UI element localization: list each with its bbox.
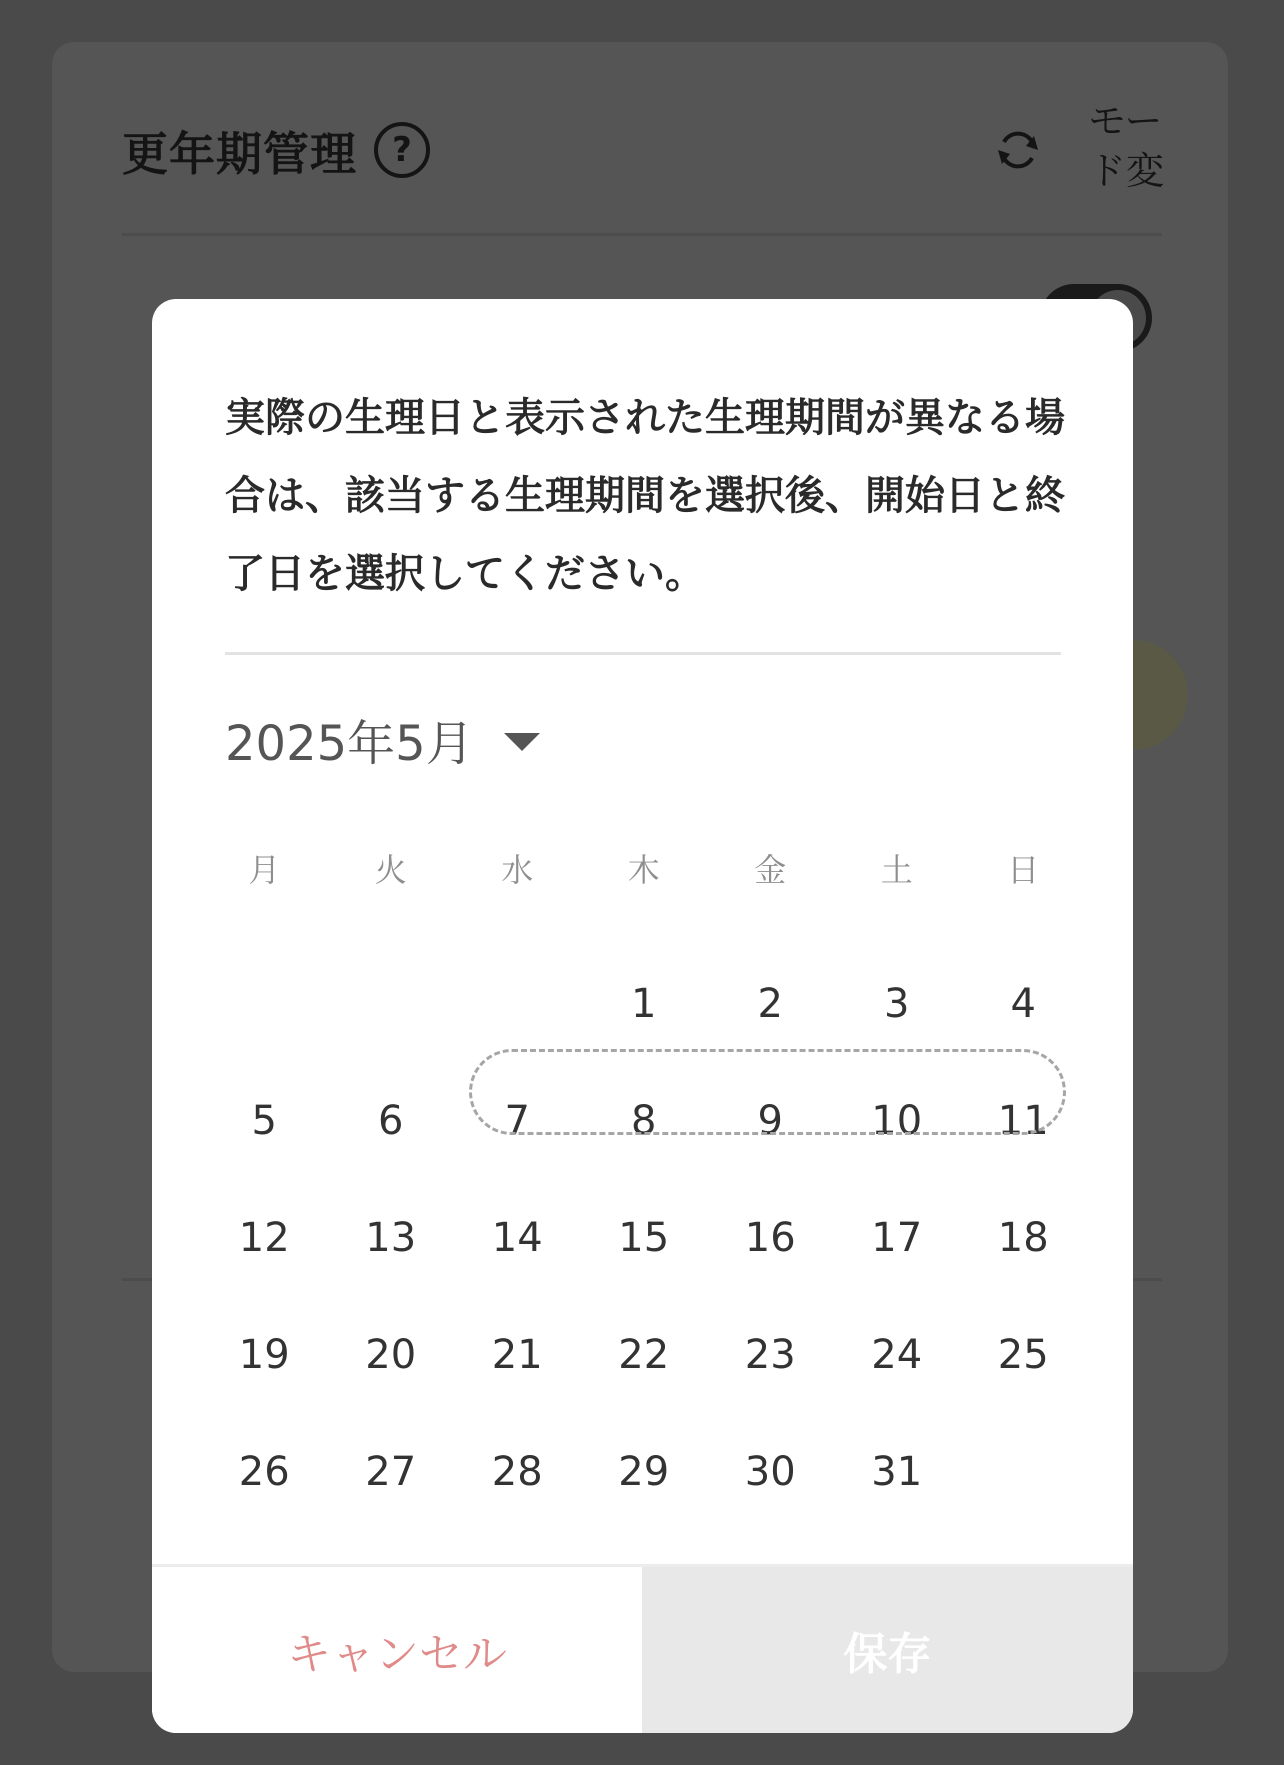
month-selector[interactable] [225,704,540,774]
weekday-header: 火 [374,851,407,889]
calendar-day[interactable]: 28 [491,1448,543,1495]
calendar-day[interactable]: 2 [757,980,783,1027]
weekday-header: 月 [248,851,281,889]
calendar-day[interactable]: 25 [997,1331,1049,1378]
instruction-text: 実際の生理日と表示された生理期間が異なる場合は、該当する生理期間を選択後、開始日と終了日を選択してください。 [225,395,1065,597]
divider [122,233,1162,236]
calendar-empty-cell [960,1413,1087,1530]
calendar-day[interactable]: 8 [631,1097,657,1144]
calendar-day[interactable]: 18 [997,1214,1049,1261]
calendar-day[interactable]: 24 [871,1331,923,1378]
cancel-button[interactable]: キャンセル [152,1567,642,1733]
refresh-icon[interactable] [990,122,1046,178]
calendar-day[interactable]: 22 [618,1331,670,1378]
month-label: 2025年5月 [225,715,474,772]
calendar-empty-cell [201,945,328,1062]
weekday-header: 金 [754,851,787,889]
calendar-day[interactable]: 15 [618,1214,670,1261]
spacer [201,903,1087,945]
calendar-day[interactable]: 21 [491,1331,543,1378]
calendar-grid [201,833,1087,1530]
weekday-header: 土 [880,851,913,889]
calendar-day[interactable]: 5 [251,1097,277,1144]
calendar-day[interactable]: 19 [238,1331,290,1378]
calendar-day[interactable]: 12 [238,1214,290,1261]
calendar-day[interactable]: 27 [365,1448,417,1495]
calendar-day[interactable]: 20 [365,1331,417,1378]
calendar-day[interactable]: 4 [1010,980,1036,1027]
calendar-empty-cell [328,945,455,1062]
calendar-day[interactable]: 14 [491,1214,543,1261]
weekday-header: 木 [627,851,660,889]
calendar-day[interactable]: 26 [238,1448,290,1495]
modal-footer [152,1564,1133,1733]
calendar-day[interactable]: 29 [618,1448,670,1495]
calendar-day[interactable]: 1 [631,980,657,1027]
help-icon[interactable]: ? [374,122,430,178]
save-button[interactable]: 保存 [642,1567,1133,1733]
caret-down-icon [504,733,540,751]
calendar-day[interactable]: 10 [871,1097,923,1144]
weekday-header: 水 [501,851,534,889]
calendar-empty-cell [454,945,581,1062]
calendar-day[interactable]: 30 [744,1448,796,1495]
calendar-day[interactable]: 9 [757,1097,783,1144]
calendar-day[interactable]: 23 [744,1331,796,1378]
calendar-day[interactable]: 16 [744,1214,796,1261]
calendar-day[interactable]: 7 [504,1097,530,1144]
calendar-day[interactable]: 6 [378,1097,404,1144]
calendar-day[interactable]: 17 [871,1214,923,1261]
calendar-day[interactable]: 11 [997,1097,1049,1144]
weekday-header: 日 [1007,851,1040,889]
calendar-day[interactable]: 31 [871,1448,923,1495]
period-edit-modal [152,299,1133,1733]
calendar-day[interactable]: 13 [365,1214,417,1261]
calendar-day[interactable]: 3 [884,980,910,1027]
modal-divider [225,652,1061,655]
mode-change-button[interactable]: モード変 [1088,99,1165,193]
page-title: 更年期管理 [122,127,357,181]
